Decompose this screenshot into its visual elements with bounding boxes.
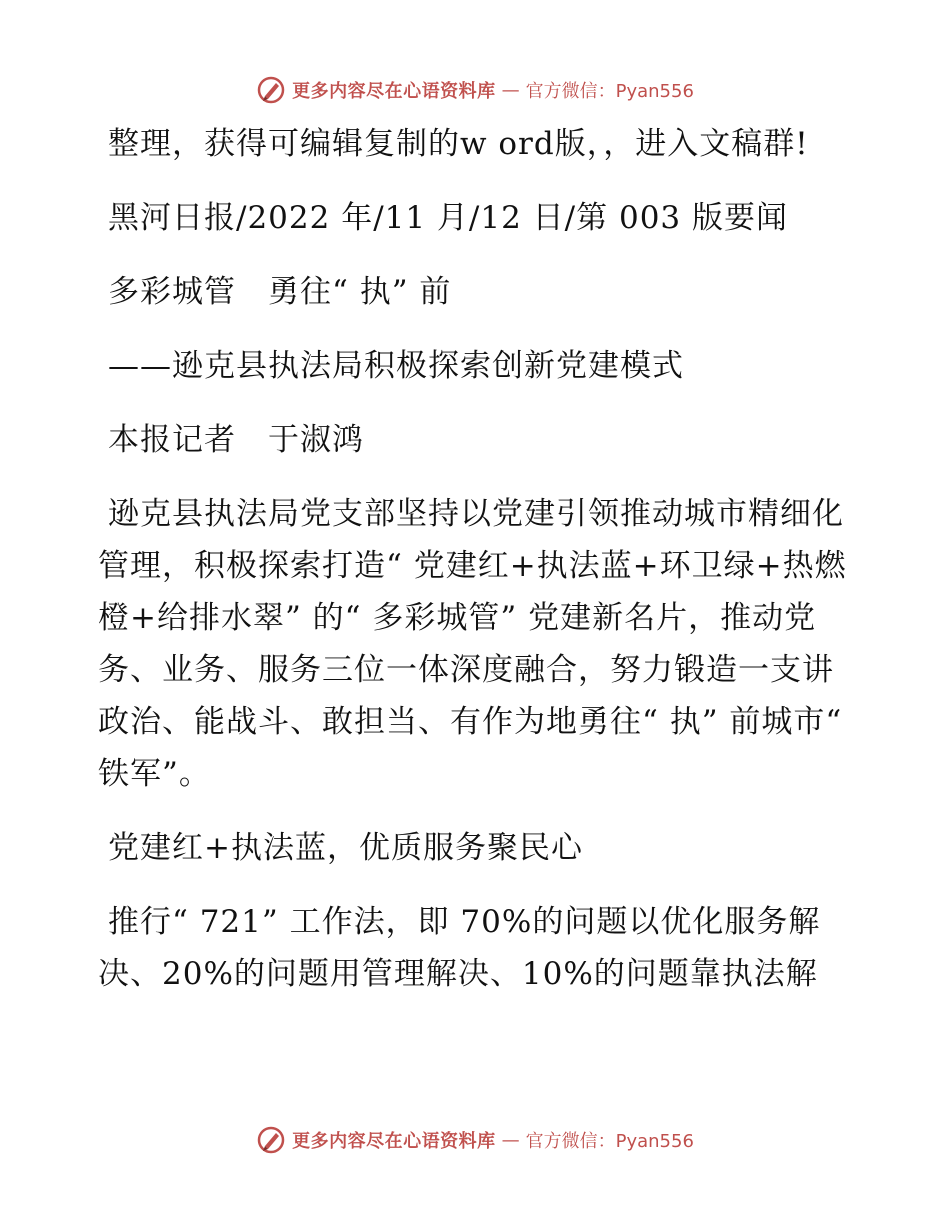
watermark-brand-text: 更多内容尽在心语资料库	[292, 1131, 496, 1152]
source-line: 黑河日报/2022 年/11 月/12 日/第 003 版要闻	[108, 200, 789, 236]
document-body	[98, 118, 850, 1022]
watermark-separator: —	[501, 79, 520, 101]
byline: 本报记者 于淑鸿	[108, 422, 364, 458]
watermark-contact: 官方微信：Pyan556	[525, 81, 694, 102]
watermark-separator: —	[501, 1129, 520, 1151]
subheadline: ——逊克县执法局积极探索创新党建模式	[108, 348, 684, 384]
headline: 多彩城管 勇往“ 执” 前	[108, 274, 452, 310]
paragraph-2: 推行“ 721” 工作法，即 70%的问题以优化服务解决、20%的问题用管理解决、10%的问题靠执法解	[98, 904, 821, 992]
watermark-contact: 官方微信：Pyan556	[525, 1131, 694, 1152]
watermark-header	[0, 70, 950, 110]
watermark-brand-text: 更多内容尽在心语资料库	[292, 81, 496, 102]
paragraph-1: 逊克县执法局党支部坚持以党建引领推动城市精细化管理，积极探索打造“ 党建红+执法蓝+环卫绿+热燃橙+给排水翠” 的“ 多彩城管” 党建新名片，推动党务、业务、服务三位一体深度融合，努力锻造一支讲政治、能战斗、敢担当、有作为地勇往“ 执” 前城市“ 铁军”。	[98, 496, 847, 792]
intro-paragraph: 整理，获得可编辑复制的w ord版，，进入文稿群!	[108, 126, 809, 162]
section-heading: 党建红+执法蓝，优质服务聚民心	[108, 830, 583, 866]
pen-circle-icon	[256, 1125, 286, 1155]
watermark-footer	[0, 1120, 950, 1160]
pen-circle-icon	[256, 75, 286, 105]
